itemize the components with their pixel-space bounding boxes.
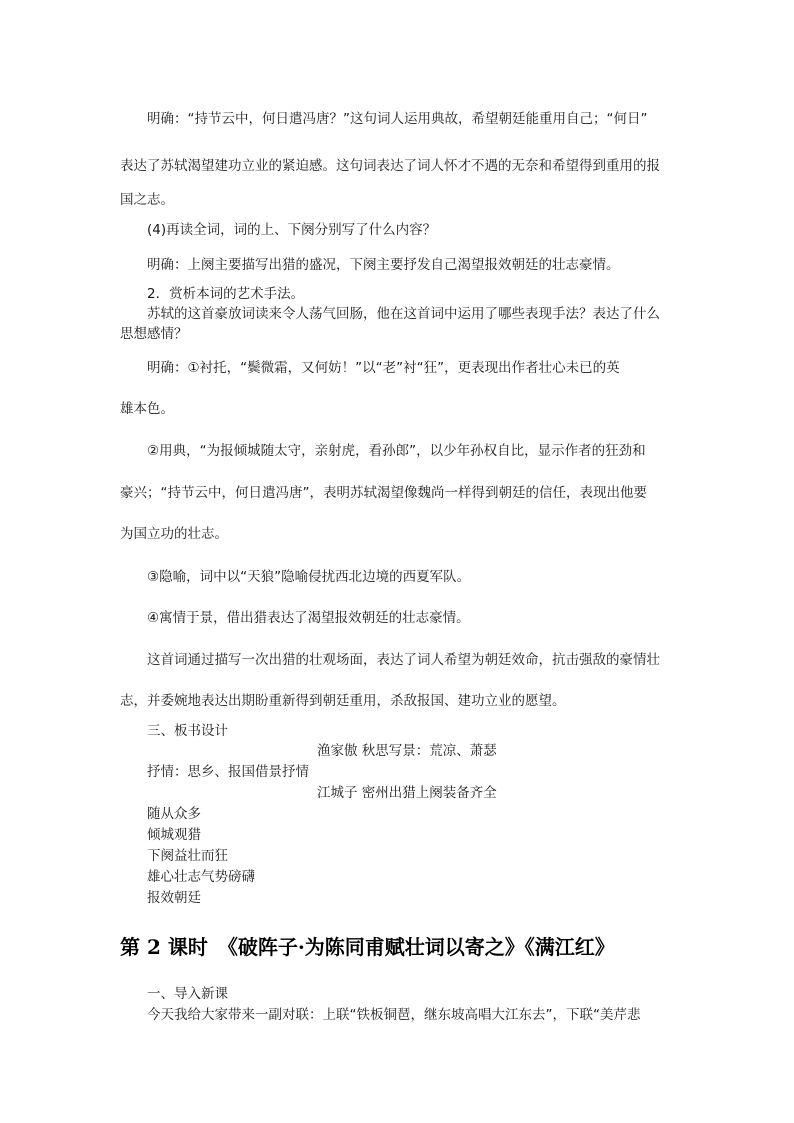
board-line: 雄心壮志气势磅礴	[147, 869, 255, 885]
board-line: 报效朝廷	[147, 890, 201, 906]
board-line: 江城子 密州出猎上阕装备齐全	[317, 785, 497, 801]
paragraph-line: 明确：“持节云中，何日遣冯唐？”这句词人运用典故，希望朝廷能重用自己；“何日”	[147, 111, 648, 127]
paragraph-line: 国之志。	[120, 192, 174, 208]
paragraph-line: 今天我给大家带来一副对联：上联“铁板铜琶，继东坡高唱大江东去”，下联“美芹悲	[147, 1007, 641, 1023]
answer-line: ④寓情于景，借出猎表达了渴望报效朝廷的壮志豪情。	[147, 610, 470, 626]
section-title: 三、板书设计	[147, 723, 228, 739]
answer-line: ③隐喻，词中以“天狼”隐喻侵扰西北边境的西夏军队。	[147, 569, 471, 585]
board-line: 抒情：思乡、报国借景抒情	[147, 764, 309, 780]
paragraph-line: 表达了苏轼渴望建功立业的紧迫感。这句词表达了词人怀才不遇的无奈和希望得到重用的报	[120, 158, 660, 174]
answer-line: 豪兴；“持节云中，何日遣冯唐”，表明苏轼渴望像魏尚一样得到朝廷的信任，表现出他要	[120, 485, 647, 501]
answer-line: 为国立功的壮志。	[120, 526, 228, 542]
answer-line: ②用典，“为报倾城随太守，亲射虎，看孙郎”，以少年孙权自比，显示作者的狂劲和	[147, 443, 646, 459]
paragraph-line: 思想感情？	[120, 326, 188, 342]
paragraph-line: 苏轼的这首豪放词读来令人荡气回肠，他在这首词中运用了哪些表现手法？表达了什么	[147, 306, 660, 322]
answer-line: 明确：①衬托，“鬓微霜，又何妨！”以“老”衬“狂”，更表现出作者壮心未已的英	[147, 360, 620, 376]
board-line: 倾城观猎	[147, 827, 201, 843]
board-line: 随从众多	[147, 806, 201, 822]
answer-line: 雄本色。	[120, 401, 174, 417]
lesson-heading: 第 2 课时 《破阵子·为陈同甫赋壮词以寄之》《满江红》	[120, 935, 615, 959]
question-line: (4)再读全词，词的上、下阕分别写了什么内容？	[147, 222, 437, 238]
section-title: 一、导入新课	[147, 986, 228, 1002]
paragraph-line: 这首词通过描写一次出猎的壮观场面，表达了词人希望为朝廷效命，抗击强敌的豪情壮	[147, 652, 660, 668]
answer-line: 明确：上阕主要描写出猎的盛况，下阕主要抒发自己渴望报效朝廷的壮志豪情。	[147, 257, 620, 273]
board-line: 下阕益壮而狂	[147, 848, 228, 864]
paragraph-line: 志，并委婉地表达出期盼重新得到朝廷重用，杀敌报国、建功立业的愿望。	[120, 693, 566, 709]
board-line: 渔家傲 秋思写景：荒凉、萧瑟	[317, 743, 497, 759]
section-title: 2．赏析本词的艺术手法。	[147, 286, 305, 302]
